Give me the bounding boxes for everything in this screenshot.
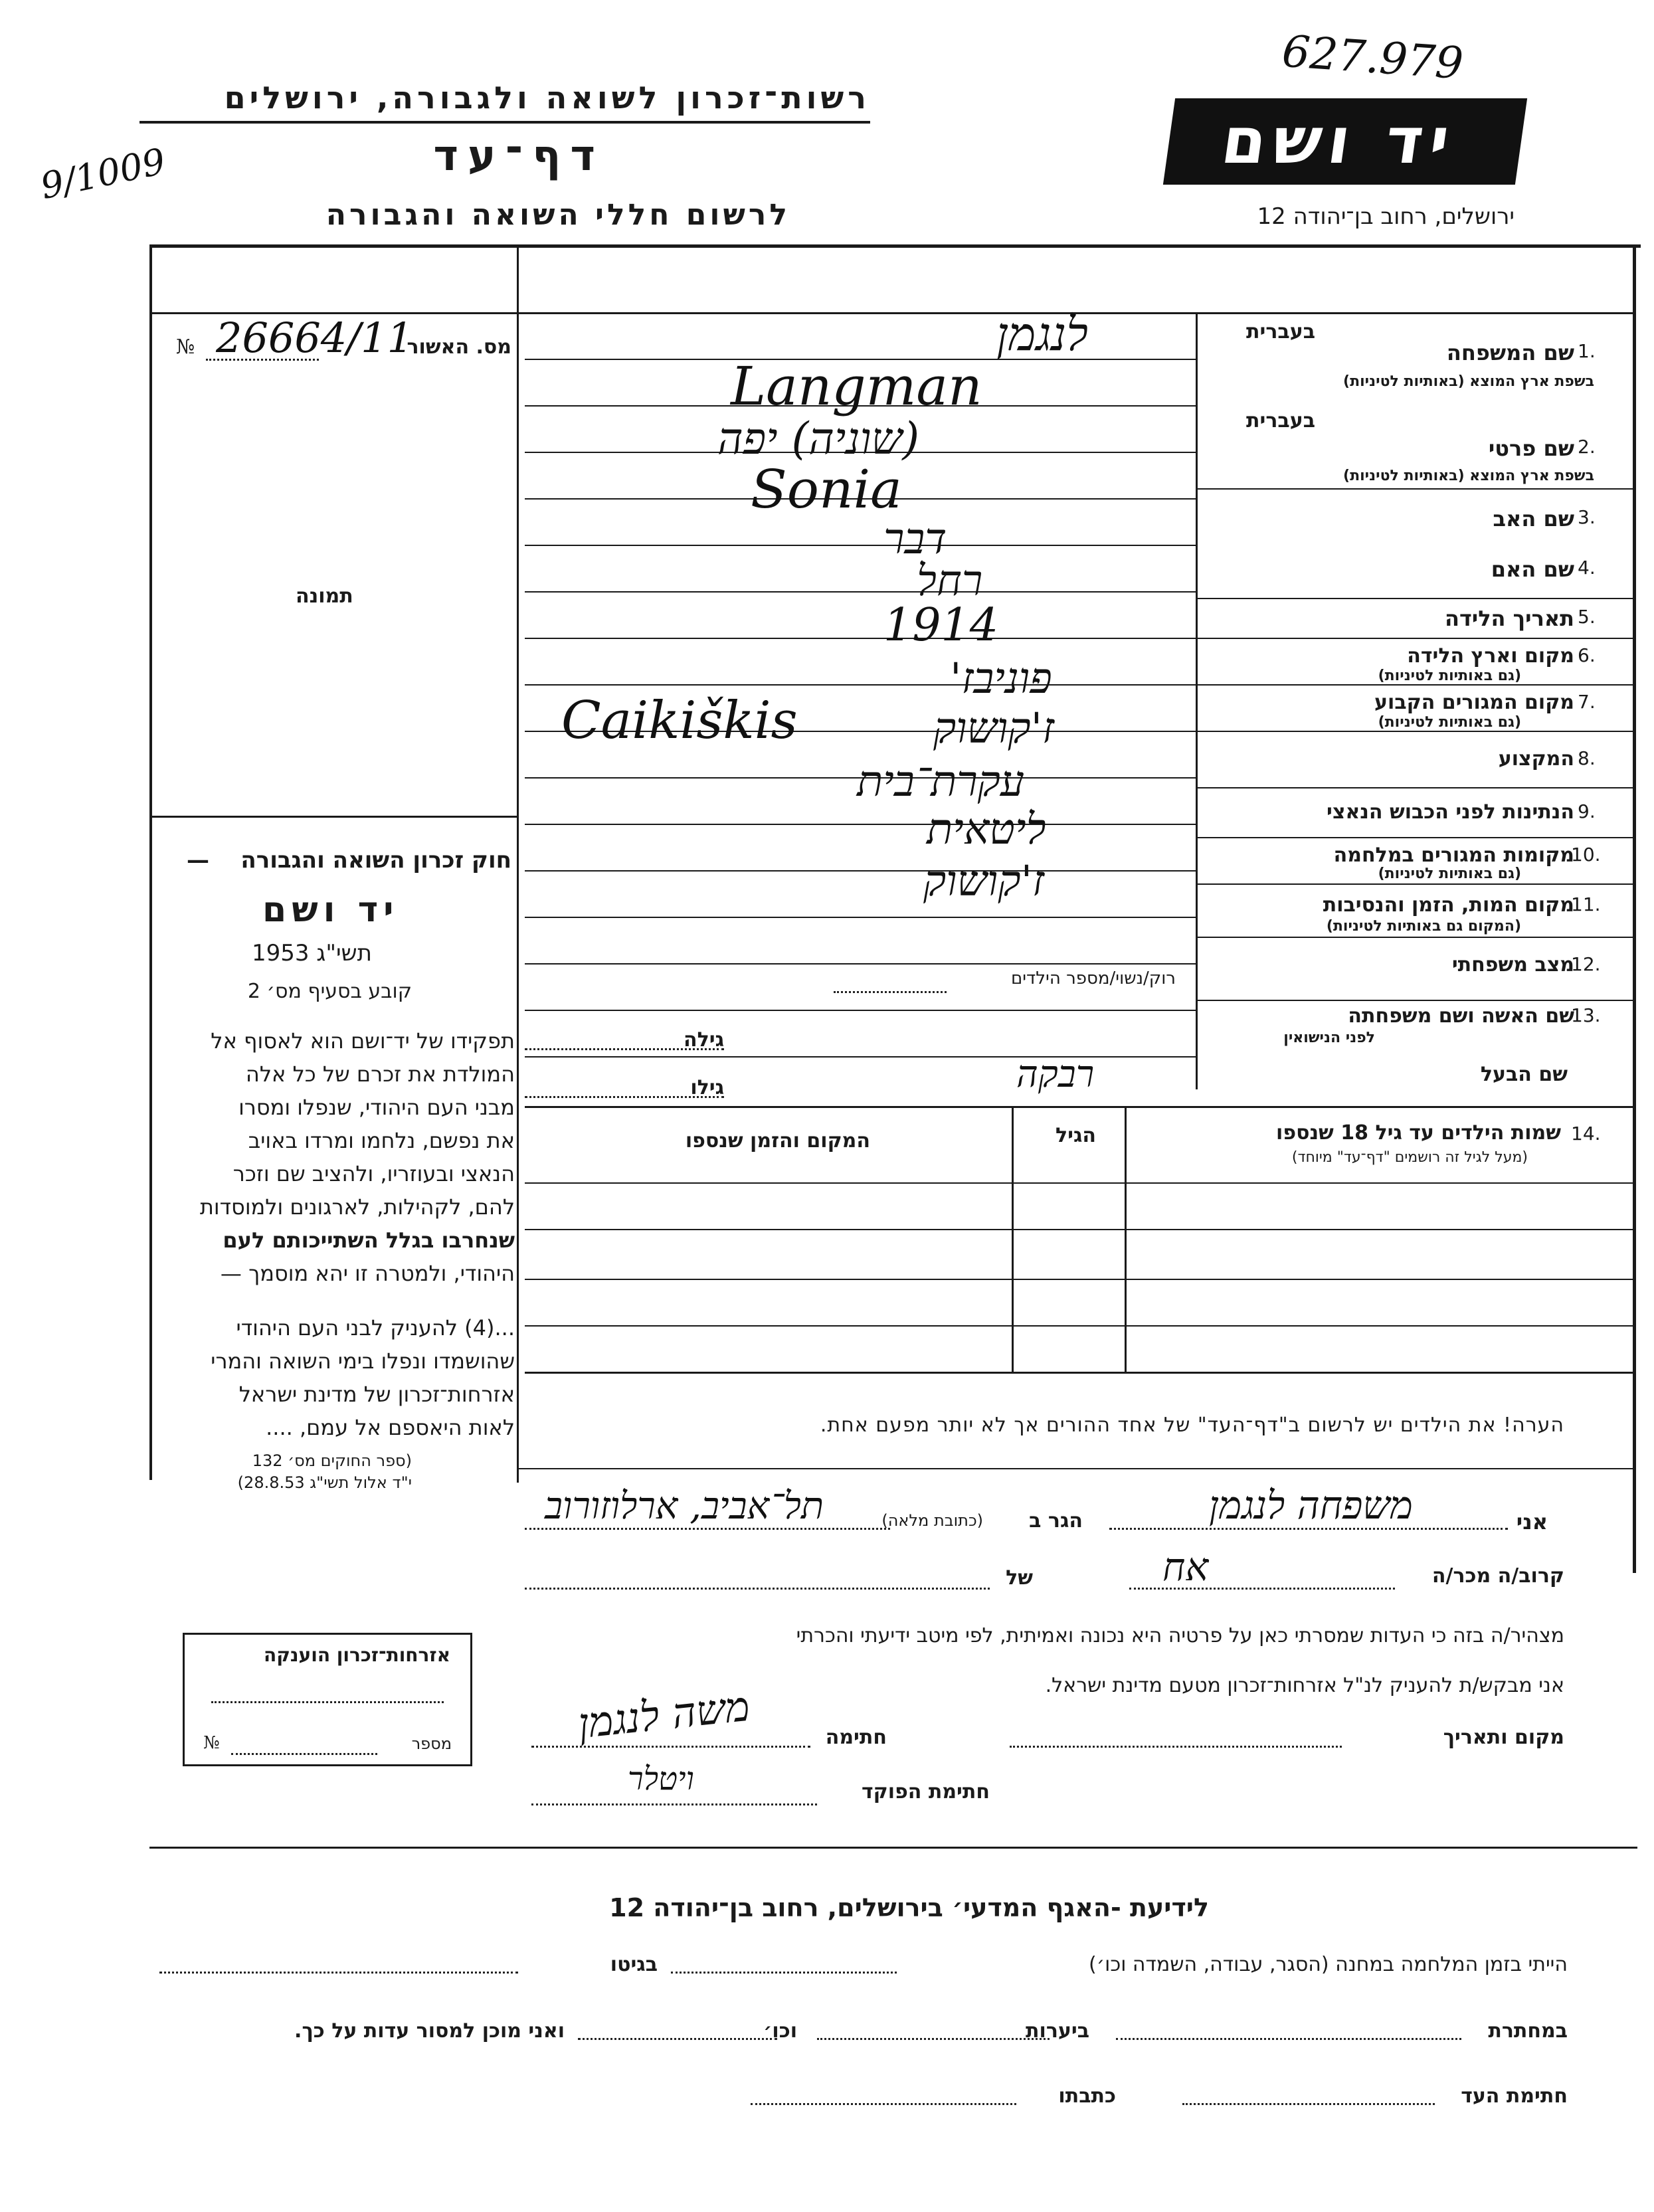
value-birthplace: פוניבז' <box>950 654 1052 703</box>
field-11-label: מקום המות, הזמן והנסיבות <box>1323 893 1574 917</box>
children-row-rule <box>525 1279 1633 1280</box>
registration-no: № <box>176 335 195 359</box>
footer-title: לידיעת -האגף המדעי׳ בירושלים, רחוב בן־יהודה 12 <box>609 1893 1209 1922</box>
field-10-num: 10. <box>1571 844 1601 866</box>
citizenship-number-label: מספר <box>411 1734 452 1753</box>
field-7-label: מקום המגורים הקבוע <box>1374 691 1574 714</box>
ruled-line <box>525 638 1196 639</box>
footer-line1-camp: הייתי בזמן המלחמה במחנה (הסגר, עבודה, השמדה וכו׳) <box>1088 1953 1568 1976</box>
ruled-line <box>525 591 1196 593</box>
children-col-2 <box>1125 1106 1127 1372</box>
margin-note: 9/1009 <box>37 139 169 208</box>
field-12-line <box>834 991 947 993</box>
value-birthdate: 1914 <box>883 599 999 652</box>
field-13-num: 13. <box>1571 1004 1601 1026</box>
children-bottom-rule <box>525 1372 1633 1374</box>
children-col-1 <box>1012 1106 1014 1372</box>
frame-bottom <box>149 1847 1637 1849</box>
value-firstname-latin: Sonia <box>751 458 902 520</box>
form-subtitle: לרשום חללי השואה והגבורה <box>325 198 790 232</box>
field-6-label: מקום וארץ הלידה <box>1407 644 1574 668</box>
officer-signature-value: ויטלר <box>628 1760 694 1797</box>
declaration-signature: חתימה <box>825 1726 887 1749</box>
footer-line2-ready: ואני מוכן למסור עדות על כך. <box>294 2019 565 2043</box>
footer-address-line <box>751 2103 1016 2105</box>
left-column-rule <box>517 247 519 1483</box>
officer-signature-label: חתימת הפוקד <box>862 1780 990 1803</box>
field-7-num: 7. <box>1578 691 1596 713</box>
footer-ghetto-line <box>159 1972 518 1974</box>
footer-line2-forests: ביערות <box>1026 2019 1089 2043</box>
law-section: קובע בסעיף מס׳ 2 <box>247 980 412 1003</box>
declaration-address-value: תל־אביב, ארלוזורוב <box>545 1485 824 1528</box>
law-p1-line: היהודי, ולמטרה זו יהא מוסמך — <box>220 1261 515 1286</box>
children-top-rule <box>525 1106 1633 1108</box>
field-10-sub: (גם באותיות לטיניות) <box>1378 866 1521 882</box>
field-11-num: 11. <box>1571 893 1601 915</box>
declaration-place-date: מקום ותאריך <box>1443 1726 1564 1749</box>
field-2-sub-top: בעברית <box>1246 409 1315 432</box>
declaration-statement: מצהיר/ה בזה כי העדות שמסרתי כאן על פרטיה היא נכונה ואמיתית, לפי מיטב ידיעתי והכרתי <box>796 1624 1564 1647</box>
law-citation-2: י"ד אלול תשי"ג 28.8.53) <box>237 1473 412 1492</box>
footer-line3-address: כתבתו <box>1058 2084 1116 2108</box>
footer-etc-line <box>578 2038 777 2040</box>
citizenship-no: № <box>203 1733 220 1753</box>
value-surname-hebrew: לנגמן <box>996 307 1088 361</box>
photo-bottom-rule <box>151 816 518 818</box>
ruled-line <box>525 684 1196 686</box>
children-row-rule <box>525 1325 1633 1327</box>
law-p2-line: לאות היאספם אל עמם, .... <box>266 1415 515 1440</box>
law-p1-line: להם, לקהילות, לארגונים ולמוסדות <box>199 1194 515 1220</box>
law-p1-line: המולדת את זכרם של כל אלה <box>245 1061 515 1087</box>
field-7-sub: (גם באותיות לטיניות) <box>1378 714 1521 731</box>
label-sep <box>1198 598 1633 599</box>
declaration-name-value: משפחה לנגמן <box>1209 1483 1413 1528</box>
registration-value: 26664/11 <box>216 314 414 362</box>
field-9-num: 9. <box>1578 800 1596 822</box>
declaration-ani: אני <box>1516 1509 1548 1534</box>
field-4-num: 4. <box>1578 557 1596 579</box>
field-12-label: מצב משפחתי <box>1451 953 1574 976</box>
field-13-age-label: גילה <box>684 1028 724 1052</box>
label-column-rule <box>1196 312 1198 1089</box>
label-sep <box>1198 1000 1633 1001</box>
declaration-full-address: (כתובת מלאה) <box>881 1511 983 1530</box>
field-1-sub-top: בעברית <box>1246 320 1315 343</box>
children-notice: הערה! את הילדים יש לרשום ב"דף־העד" של אחד ההורים אך לא יותר מפעם אחת. <box>820 1414 1564 1437</box>
frame-left <box>149 244 152 1480</box>
field-1-num: 1. <box>1578 340 1596 362</box>
law-year: תשי"ג 1953 <box>251 940 372 967</box>
field-5-label: תאריך הלידה <box>1444 606 1574 631</box>
declaration-signature-line <box>531 1746 810 1748</box>
value-father: דבר <box>883 515 947 564</box>
declaration-of-line <box>525 1588 990 1590</box>
value-residence: ז'קושוק <box>933 704 1054 753</box>
footer-witness-line <box>1182 2103 1435 2105</box>
value-mother: רחל <box>917 557 983 606</box>
law-citation-1: (ספר החוקים מס׳ 132 <box>252 1451 412 1470</box>
value-husband: רבקה <box>1016 1053 1095 1096</box>
footer-line3-witness: חתימת העד <box>1461 2084 1568 2108</box>
law-name: יד ושם <box>262 890 399 930</box>
label-sep <box>1198 488 1633 490</box>
footer-line2-etc: וכו׳ <box>763 2019 797 2043</box>
law-p1-line: את נפשם, נלחמו ומרדו באויב <box>248 1128 515 1153</box>
children-age-header: הגיל <box>1056 1124 1096 1147</box>
header-address: ירושלים, רחוב בן־יהודה 12 <box>1257 203 1515 230</box>
field-10-label: מקומות המגורים במלחמה <box>1333 844 1574 867</box>
value-firstname-hebrew: (שוניה) יפה <box>717 413 920 464</box>
field-4-label: שם האם <box>1491 557 1574 582</box>
label-sep <box>1198 684 1633 686</box>
field-3-num: 3. <box>1578 506 1596 528</box>
header-authority: רשות־זכרון לשואה ולגבורה, ירושלים <box>224 80 870 116</box>
children-label: שמות הילדים עד גיל 18 שנספו <box>1276 1121 1561 1145</box>
declaration-place-line <box>1010 1746 1342 1748</box>
header-rule <box>139 121 870 124</box>
children-sub: (מעל לגיל זה רושמים "דף־עד" מיוחד) <box>1291 1149 1528 1166</box>
label-sep <box>1198 731 1633 732</box>
citizenship-title: אזרחות־זכרון הוענקה <box>264 1644 450 1666</box>
children-place-header: המקום והזמן שנספו <box>685 1129 870 1152</box>
footer-line2-underground: במחתרת <box>1488 2019 1568 2043</box>
law-p2-line: ...(4) להעניק לבני העם היהודי <box>236 1315 515 1340</box>
declaration-request: אני מבקש/ת להעניק לנ"ל אזרחות־זכרון מטעם מדינת ישראל. <box>1045 1674 1564 1697</box>
ruled-line <box>525 1010 1196 1011</box>
field-12-num: 12. <box>1571 953 1601 975</box>
declaration-relative-value: אח <box>1162 1544 1209 1590</box>
photo-label: תמונה <box>296 585 353 608</box>
field-1-label: שם המשפחה <box>1446 340 1574 365</box>
ruled-line <box>525 963 1196 965</box>
field-8-num: 8. <box>1578 747 1596 769</box>
field-6-sub: (גם באותיות לטיניות) <box>1378 668 1521 684</box>
field-13-label: שם האשה ושם משפחתה <box>1348 1004 1574 1028</box>
footer-underground-line <box>1116 2038 1461 2040</box>
husband-age-label: גילו <box>690 1076 724 1099</box>
ruled-line <box>525 545 1196 546</box>
field-2-sub: בשפת ארץ המוצא (באותיות לטיניות) <box>1343 468 1594 484</box>
ruled-line <box>525 1056 1196 1058</box>
citizenship-line <box>211 1701 444 1703</box>
citizenship-box <box>183 1633 472 1766</box>
declaration-lives-in: הגר ב <box>1029 1509 1083 1532</box>
value-nationality: ליטאית <box>927 805 1046 854</box>
children-num: 14. <box>1571 1123 1601 1145</box>
registration-label: מס. האשור <box>407 335 511 359</box>
field-13-sub: לפני הנישואין <box>1283 1030 1375 1046</box>
value-residence-latin: Caikiškis <box>561 691 798 751</box>
label-sep <box>1198 638 1633 639</box>
field-5-num: 5. <box>1578 606 1596 628</box>
value-wartime-residence: ז'קושוק <box>923 857 1044 906</box>
ruled-line <box>525 824 1196 825</box>
logo-text: יד ושם <box>1217 104 1461 178</box>
law-p1-line: שנחרבו בגלל השתייכותם לעם <box>223 1228 515 1253</box>
ruled-line <box>525 917 1196 918</box>
law-p1-line: מבני העם היהודי, שנפלו ומסרו <box>238 1095 515 1120</box>
footer-forests-line <box>817 2038 1050 2040</box>
law-p2-line: אזרחות־זכרון של מדינת ישראל <box>238 1382 515 1407</box>
label-sep <box>1198 787 1633 788</box>
declaration-address-line <box>525 1528 890 1530</box>
officer-signature-line <box>531 1803 817 1805</box>
field-8-label: המקצוע <box>1498 747 1574 771</box>
notice-rule <box>518 1468 1634 1469</box>
yad-vashem-logo <box>1163 98 1527 185</box>
citizenship-number-line <box>231 1753 377 1755</box>
law-title: חוק זכרון השואה והגבורה <box>240 847 511 874</box>
children-row-rule <box>525 1229 1633 1230</box>
frame-top <box>149 244 1641 248</box>
field-9-label: הנתינות לפני הכבוש הנאצי <box>1327 800 1574 824</box>
ruled-line <box>525 870 1196 872</box>
declaration-relative: קרוב/ה מכר/ה <box>1431 1564 1564 1588</box>
law-p1-line: תפקידו של יד־ושם הוא לאסוף אל <box>211 1028 515 1054</box>
field-3-label: שם האב <box>1493 506 1574 531</box>
declaration-shel: של <box>1006 1566 1033 1590</box>
declaration-name-line <box>1109 1528 1508 1530</box>
field-6-num: 6. <box>1578 644 1596 666</box>
footer-line1-ghetto: בגיטו <box>610 1953 658 1976</box>
field-12-note: רוק/נשוי/מספר הילדים <box>1010 968 1176 988</box>
frame-right <box>1633 244 1636 1573</box>
field-1-sub: בשפת ארץ המוצא (באותיות לטיניות) <box>1343 373 1594 390</box>
field-2-label: שם פרטי <box>1488 436 1574 461</box>
registration-line <box>206 359 319 361</box>
declaration-signature-value: משה לנגמן <box>575 1681 752 1748</box>
label-sep <box>1198 837 1633 838</box>
children-header-rule <box>525 1182 1633 1184</box>
value-surname-latin: Langman <box>731 355 982 417</box>
form-title: דף־עד <box>433 132 604 181</box>
husband-label: שם הבעל <box>1480 1063 1568 1086</box>
law-p2-line: שהושמדו ונפלו בימי השואה והמרי <box>211 1348 515 1374</box>
law-dash: — <box>187 847 209 874</box>
value-profession: עקרת־בית <box>857 757 1025 806</box>
footer-camp-line <box>671 1972 897 1974</box>
husband-age-line <box>525 1096 724 1098</box>
law-p1-line: הנאצי ובעוזריו, ולהציב שם וזכר <box>232 1161 515 1186</box>
field-11-sub: (המקום גם באותיות לטיניות) <box>1326 918 1521 935</box>
reference-number: 627.979 <box>1280 25 1465 90</box>
label-sep <box>1198 883 1633 885</box>
field-13-age-line <box>525 1048 724 1050</box>
label-sep <box>1198 937 1633 938</box>
field-2-num: 2. <box>1578 436 1596 458</box>
